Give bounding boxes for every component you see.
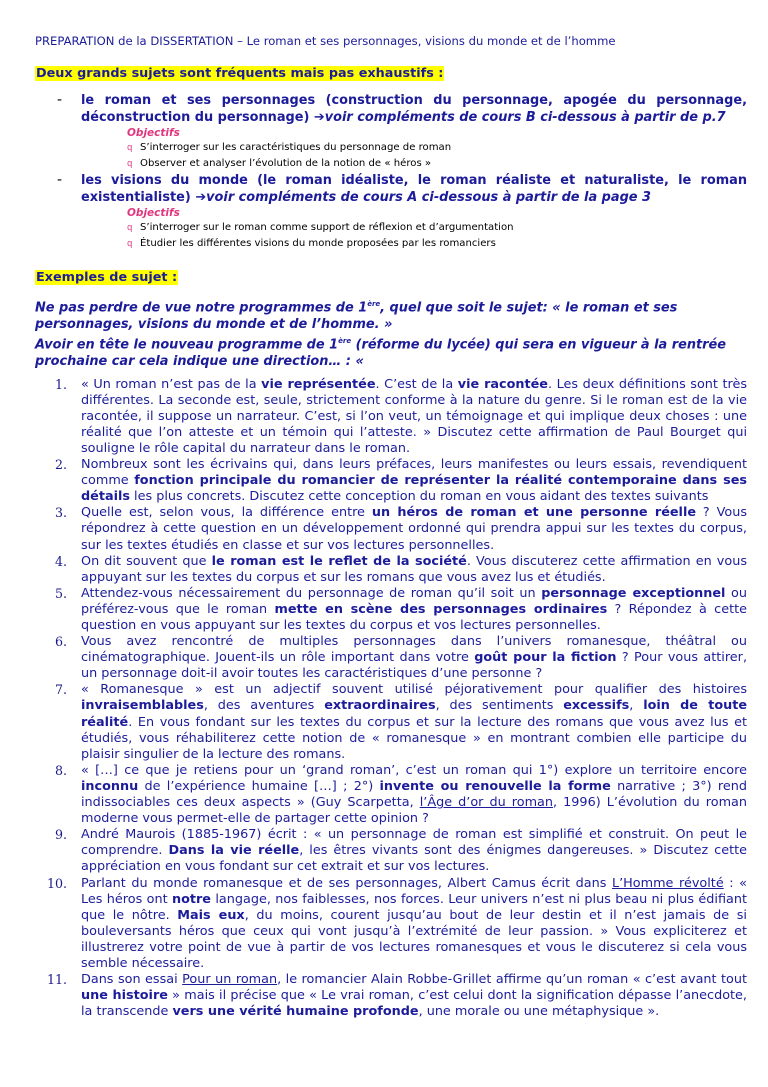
objectives-block [35, 126, 747, 172]
subject-text: , du moins, courent jusqu’au bout de leur destin et il n’est jamais de si bouleversants héros que ceux qui vont jusqu’à l’extrémité de leur passion. » Vous expliciterez et illustrerez votre point de vue à partir de vos lectures romanesques et vous le discuterez si cela vous semble nécessaire. [81, 907, 747, 971]
subject-text: » mais il précise que « Le vrai roman, c’est celui dont la signification dépasse l’anecdote, la transcende [81, 988, 747, 1020]
subject-emphasis: une histoire [81, 988, 168, 1004]
subject-text: Parlant du monde romanesque et de ses personnages, Albert Camus écrit dans [81, 875, 612, 891]
subject-emphasis: invraisemblables [81, 698, 204, 714]
subject-number: 2. [54, 457, 67, 473]
subject-emphasis: loin de toute réalité [81, 698, 748, 730]
subject-number: 8. [54, 762, 67, 778]
subject-emphasis: Mais eux [177, 907, 245, 923]
objectives-title: Objectifs [127, 207, 180, 219]
lead-sup: ère [367, 300, 381, 308]
topic-link-text: voir compléments de cours B ci-dessous à partir de p.7 [324, 110, 726, 125]
subject-item [35, 377, 747, 457]
subject-number: 11. [46, 972, 67, 988]
objective-text: Étudier les différentes visions du monde proposées par les romanciers [140, 238, 496, 249]
topic-text: le roman et ses personnages (construction du personnage, apogée du personnage, déconstruction du personnage) [81, 93, 747, 125]
subject-text: , des aventures [203, 698, 325, 714]
subject-text: . C’est de la [375, 376, 458, 392]
topic-text: les visions du monde (le roman idéaliste, le roman réaliste et naturaliste, le roman existentialiste) [81, 173, 747, 205]
subject-emphasis: un héros de roman et une personne réelle [371, 505, 697, 521]
subject-item [35, 554, 747, 586]
subject-text: narrative ; 3°) rend indissociables ces deux aspects » (Guy Scarpetta, [81, 778, 748, 811]
subject-emphasis: notre [171, 891, 211, 907]
subject-text: : « Les héros ont [81, 875, 747, 907]
square-bullet-icon: q [127, 223, 133, 233]
subject-title-ref: Pour un roman [182, 972, 278, 988]
subject-emphasis: goût pour la fiction [474, 650, 617, 666]
subject-item [35, 682, 747, 762]
subject-text: , les êtres vivants sont des énigmes dangereuses. » Discutez cette appréciation en vous fondant sur cet extrait et sur vos lectures. [81, 843, 747, 875]
arrow-right-icon: ➔ [313, 110, 325, 125]
objective-item [127, 236, 747, 252]
subject-emphasis: invente ou renouvelle la forme [379, 778, 611, 794]
subject-text: , une morale ou une métaphysique ». [418, 1004, 660, 1020]
subject-text: , 1996) L’évolution du roman moderne vous permet-elle de partager cette opinion ? [81, 795, 747, 827]
subject-text: de l’expérience humaine […] ; 2°) [138, 778, 380, 794]
lead-text: (réforme du lycée) qui sera en vigueur à la rentrée prochaine car cela indique une direction… : « [35, 337, 727, 370]
subject-emphasis: vie racontée [457, 376, 548, 392]
subject-emphasis: personnage exceptionnel [541, 585, 726, 601]
subject-text: On dit souvent que [81, 553, 212, 569]
subject-number: 3. [54, 505, 67, 521]
subject-emphasis: Dans la vie réelle [168, 843, 300, 859]
arrow-right-icon: ➔ [195, 190, 207, 205]
objective-text: S’interroger sur les caractéristiques du personnage de roman [140, 142, 452, 153]
subject-emphasis: extraordinaires [324, 698, 436, 714]
subject-text: « Un roman n’est pas de la [81, 376, 262, 392]
subject-text: , le romancier Alain Robbe-Grillet affirme qu’un roman « c’est avant tout [277, 972, 748, 988]
objectives-block [35, 206, 747, 252]
subject-text: « Romanesque » est un adjectif souvent utilisé péjorativement pour qualifier des histoires [81, 682, 747, 698]
topics-list [35, 92, 747, 252]
subjects-list [35, 377, 747, 1021]
subject-number: 6. [54, 634, 67, 650]
objective-item [127, 140, 747, 156]
objective-text: Observer et analyser l’évolution de la notion de « héros » [140, 158, 432, 169]
topic-item [35, 92, 747, 172]
subject-text: langage, nos faiblesses, nos forces. Leur univers n’est ni plus beau ni plus édifiant que le nôtre. [81, 891, 747, 923]
subject-text: les plus concrets. Discutez cette conception du roman en vous aidant des textes suivants [129, 489, 709, 505]
subject-number: 9. [54, 827, 67, 843]
dash-bullet: - [57, 172, 63, 188]
subject-text: ? Vous répondrez à cette question en un développement ordonné qui prendra appui sur les textes du corpus, sur les textes étudiés en classe et sur vos lectures personnelles. [81, 505, 748, 553]
subject-emphasis: le roman est le reflet de la société [211, 553, 467, 569]
subject-item [35, 827, 747, 875]
subject-emphasis: inconnu [81, 778, 139, 794]
subject-emphasis: mette en scène des personnages ordinaires [274, 601, 608, 617]
subject-title-ref: L’Homme révolté [611, 875, 724, 891]
subject-text: Dans son essai [81, 972, 183, 988]
subject-emphasis: vie représentée [261, 376, 376, 392]
subject-number: 10. [46, 875, 67, 891]
subject-text: ? Pour vous attirer, un personnage doit-il avoir toutes les caractéristiques d’une personne ? [81, 650, 748, 682]
lead-text: Avoir en tête le nouveau programme de 1 [35, 337, 339, 353]
subject-item [35, 457, 747, 505]
subject-number: 1. [54, 376, 67, 392]
subject-emphasis: excessifs [563, 698, 630, 714]
subject-emphasis: fonction principale du romancier de représenter la réalité contemporaine dans ses détails [81, 473, 747, 505]
intro-highlight-heading: Deux grands sujets sont fréquents mais pas exhaustifs : [36, 66, 444, 81]
subject-text: . En vous fondant sur les textes du corpus et sur la lecture des romans que vous avez lus et étudiés, vous réhabiliterez cette notion de « romanesque » en montrant combien elle participe du plaisir singulier de la lecture des romans. [81, 714, 747, 762]
subject-emphasis: vers une vérité humaine profonde [172, 1004, 419, 1020]
subject-item [35, 586, 747, 634]
square-bullet-icon: q [127, 143, 133, 153]
lead-text: , quel que soit le sujet: « le roman et ses personnages, visions du monde et de l’homme. » [35, 300, 678, 332]
lead-sup: ère [338, 337, 352, 346]
dash-bullet: - [57, 92, 63, 108]
objectives-title: Objectifs [127, 127, 180, 139]
subject-title-ref: l’Âge d’or du roman [419, 795, 554, 811]
subject-item [35, 505, 747, 553]
subject-text: Quelle est, selon vous, la différence entre [81, 505, 372, 521]
lead-paragraph [35, 296, 747, 371]
lead-text: Ne pas perdre de vue notre programmes de 1 [35, 300, 368, 316]
square-bullet-icon: q [127, 159, 133, 169]
subject-text: ? Répondez à cette question en vous appuyant sur les textes du corpus et vos lectures personnelles. [81, 601, 747, 633]
subject-text: « […] ce que je retiens pour un ‘grand roman’, c’est un roman qui 1°) explore un territoire encore [81, 762, 747, 778]
subject-text: , [629, 698, 644, 714]
subject-item [35, 634, 747, 682]
subject-number: 5. [54, 585, 67, 601]
square-bullet-icon: q [127, 239, 133, 249]
page-header-title: PREPARATION de la DISSERTATION – Le roman et ses personnages, visions du monde et de l’homme [35, 34, 616, 48]
subject-text: . Les deux définitions sont très différentes. La seconde est, seule, strictement conforme à la nature du genre. Si le roman est de la vie racontée, il suppose un narrateur. C’est, si l’on veut, un témoignage et qui implique deux choses : une réalité que l’on atteste et un témoin qui l’atteste. » Discutez cette affirmation de Paul Bourget qui souligne le rôle capital du narrateur dans le roman. [81, 376, 747, 456]
subject-text: Nombreux sont les écrivains qui, dans leurs préfaces, leurs manifestes ou leurs essais, revendiquent comme [81, 457, 747, 489]
objective-item [127, 220, 747, 236]
subject-number: 4. [54, 553, 67, 569]
subject-number: 7. [54, 682, 67, 698]
objective-item [127, 156, 747, 172]
subject-item [35, 763, 747, 827]
subject-text: Vous avez rencontré de multiples personnages dans l’univers romanesque, théâtral ou cinématographique. Jouent-ils un rôle important dans votre [81, 634, 747, 666]
subject-item [35, 876, 747, 973]
examples-highlight-heading: Exemples de sujet : [36, 270, 178, 285]
subject-item [35, 972, 747, 1020]
topic-item [35, 172, 747, 252]
subject-text: ou préférez-vous que le roman [81, 585, 747, 617]
subject-text: Attendez-vous nécessairement du personnage de roman qu’il soit un [81, 585, 542, 601]
subject-text: . Vous discuterez cette affirmation en vous appuyant sur les textes du corpus et sur les romans que vous avez lus et étudiés. [81, 553, 747, 585]
objective-text: S’interroger sur le roman comme support de réflexion et d’argumentation [140, 222, 514, 233]
subject-text: , des sentiments [435, 698, 564, 714]
subject-text: André Maurois (1885-1967) écrit : « un personnage de roman est simplifié et construit. On peut le comprendre. [81, 827, 747, 859]
document-page [35, 34, 747, 1020]
topic-link-text: voir compléments de cours A ci-dessous à partir de la page 3 [206, 190, 651, 205]
